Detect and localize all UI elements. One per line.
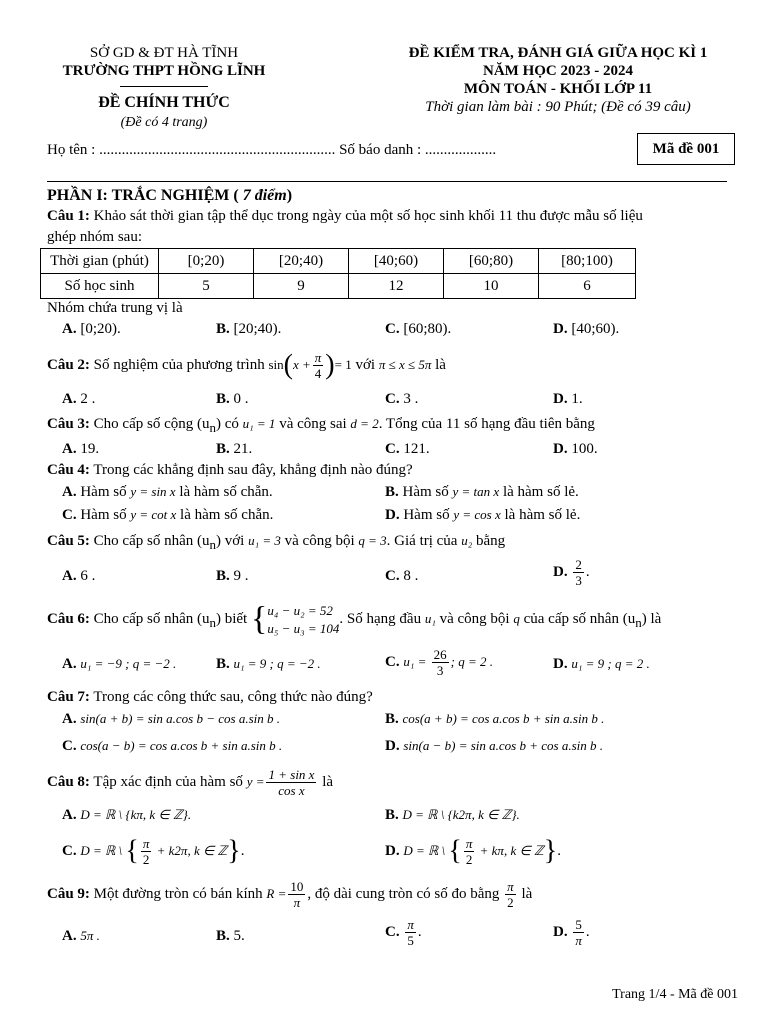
q5-option-c[interactable]: C. 8 . bbox=[385, 568, 419, 584]
data-table bbox=[40, 248, 636, 299]
student-info-line: Họ tên : ............................................................... Số báo danh : ................... bbox=[47, 142, 497, 158]
exam-code-box bbox=[637, 133, 735, 165]
question-1-cont: ghép nhóm sau: bbox=[47, 229, 142, 245]
q8-option-d[interactable]: D. D = ℝ \ { $\frac{\pi}{2}$ + kπ, k ∈ ℤ}. bbox=[385, 835, 561, 868]
table-row: Số học sinh 5 9 12 10 6 bbox=[41, 274, 636, 299]
question-1: Câu 1: Khảo sát thời gian tập thể dục trong ngày của một số học sinh khối 11 thu được mẫu số liệu bbox=[47, 208, 643, 224]
q8-option-c[interactable]: C. D = ℝ \ { $\frac{\pi}{2}$ + k2π, k ∈ ℤ}. bbox=[62, 835, 245, 868]
exam-title: ĐỀ KIỂM TRA, ĐÁNH GIÁ GIỮA HỌC KÌ 1 bbox=[408, 45, 708, 61]
question-5: Câu 5: Cho cấp số nhân $(u_n)$ với u₁ = 3 và công bội q = 3. Giá trị của u₂ bằng bbox=[47, 533, 506, 552]
school-year: NĂM HỌC 2023 - 2024 bbox=[483, 63, 633, 79]
q6-option-a[interactable]: A. u₁ = −9 ; q = −2 . bbox=[62, 656, 177, 672]
q5-option-d[interactable]: D. $\frac{2}{3}$ . bbox=[553, 557, 590, 588]
q7-option-c[interactable]: C. cos(a − b) = cos a.cos b + sin a.sin b . bbox=[62, 738, 283, 754]
table-row: Thời gian (phút) [0;20) [20;40) [40;60) [60;80) [80;100) bbox=[41, 249, 636, 274]
q4-option-b[interactable]: B. Hàm số y = tan x là hàm số lẻ. bbox=[385, 484, 579, 500]
subject-line: MÔN TOÁN - KHỐI LỚP 11 bbox=[463, 81, 653, 97]
exam-code: Mã đề 001 bbox=[652, 141, 720, 157]
question-1-prompt: Nhóm chứa trung vị là bbox=[47, 300, 183, 316]
question-4: Câu 4: Trong các khẳng định sau đây, khẳng định nào đúng? bbox=[47, 462, 413, 478]
department-name: SỞ GD & ĐT HÀ TĨNH bbox=[89, 45, 239, 61]
q1-option-d[interactable]: D. [40;60). bbox=[553, 321, 620, 337]
q6-option-b[interactable]: B. u₁ = 9 ; q = −2 . bbox=[216, 656, 321, 672]
school-name: TRƯỜNG THPT HỒNG LĨNH bbox=[62, 63, 266, 79]
q7-option-b[interactable]: B. cos(a + b) = cos a.cos b + sin a.sin b . bbox=[385, 711, 605, 727]
q2-option-c[interactable]: C. 3 . bbox=[385, 391, 419, 407]
q3-option-b[interactable]: B. 21. bbox=[216, 441, 253, 457]
q8-option-a[interactable]: A. D = ℝ \ {kπ, k ∈ ℤ}. bbox=[62, 807, 192, 823]
q6-option-d[interactable]: D. u₁ = 9 ; q = 2 . bbox=[553, 656, 650, 672]
q1-option-a[interactable]: A. [0;20). bbox=[62, 321, 121, 337]
q2-option-b[interactable]: B. 0 . bbox=[216, 391, 249, 407]
question-2: Câu 2: Số nghiệm của phương trình sin(x + $\frac{\pi}{4}$ )= 1 với π ≤ x ≤ 5π là bbox=[47, 349, 446, 382]
q9-option-d[interactable]: D. $\frac{5}{\pi}$ . bbox=[553, 917, 590, 948]
header-divider bbox=[47, 181, 727, 182]
page-footer: Trang 1/4 - Mã đề 001 bbox=[612, 987, 738, 1002]
question-8: Câu 8: Tập xác định của hàm số y = $\frac{\text{1 + sin x}}{\text{cos x}}$ là bbox=[47, 767, 334, 799]
question-6: Câu 6: Cho cấp số nhân $(u_n)$ biết { u₄ − u₂ = 52 u₅ − u₃ = 104 . Số hạng đầu u₁ và công bội q của cấp số nhân $(u_n)$ là bbox=[47, 600, 662, 638]
q7-option-d[interactable]: D. sin(a − b) = sin a.cos b + cos a.sin b . bbox=[385, 738, 603, 754]
divider bbox=[120, 86, 208, 87]
q9-option-a[interactable]: A. 5π . bbox=[62, 928, 100, 944]
q6-option-c[interactable]: C. u₁ = $\frac{26}{3}$ ; q = 2 . bbox=[385, 647, 493, 678]
q4-option-c[interactable]: C. Hàm số y = cot x là hàm số chẵn. bbox=[62, 507, 274, 523]
q7-option-a[interactable]: A. sin(a + b) = sin a.cos b − cos a.sin b . bbox=[62, 711, 280, 727]
question-3: Câu 3: Cho cấp số cộng $(u_n)$ có u₁ = 1 và công sai d = 2. Tổng của 11 số hạng đầu tiên bằng bbox=[47, 416, 595, 435]
q9-option-c[interactable]: C. $\frac{\pi}{5}$ . bbox=[385, 917, 422, 948]
q3-option-c[interactable]: C. 121. bbox=[385, 441, 430, 457]
section-title: PHẦN I: TRẮC NGHIỆM ( 7 điểm) bbox=[47, 187, 293, 204]
equation-system: u₄ − u₂ = 52 u₅ − u₃ = 104 bbox=[267, 602, 340, 636]
page-count: (Đề có 4 trang) bbox=[120, 115, 208, 130]
official-label: ĐỀ CHÍNH THỨC bbox=[98, 94, 230, 111]
question-9: Câu 9: Một đường tròn có bán kính R = $\frac{10}{\pi}$ , độ dài cung tròn có số đo bằng $\frac{\pi}{2}$ là bbox=[47, 879, 533, 911]
q1-option-b[interactable]: B. [20;40). bbox=[216, 321, 282, 337]
q1-option-c[interactable]: C. [60;80). bbox=[385, 321, 452, 337]
q2-option-d[interactable]: D. 1. bbox=[553, 391, 583, 407]
q2-option-a[interactable]: A. 2 . bbox=[62, 391, 96, 407]
q4-option-d[interactable]: D. Hàm số y = cos x là hàm số lẻ. bbox=[385, 507, 581, 523]
q3-option-a[interactable]: A. 19. bbox=[62, 441, 100, 457]
q4-option-a[interactable]: A. Hàm số y = sin x là hàm số chẵn. bbox=[62, 484, 273, 500]
time-line: Thời gian làm bài : 90 Phút; (Đề có 39 câu) bbox=[425, 99, 691, 115]
question-7: Câu 7: Trong các công thức sau, công thức nào đúng? bbox=[47, 689, 373, 705]
q8-option-b[interactable]: B. D = ℝ \ {k2π, k ∈ ℤ}. bbox=[385, 807, 520, 823]
q9-option-b[interactable]: B. 5. bbox=[216, 928, 245, 944]
q5-option-b[interactable]: B. 9 . bbox=[216, 568, 249, 584]
q5-option-a[interactable]: A. 6 . bbox=[62, 568, 96, 584]
q3-option-d[interactable]: D. 100. bbox=[553, 441, 598, 457]
